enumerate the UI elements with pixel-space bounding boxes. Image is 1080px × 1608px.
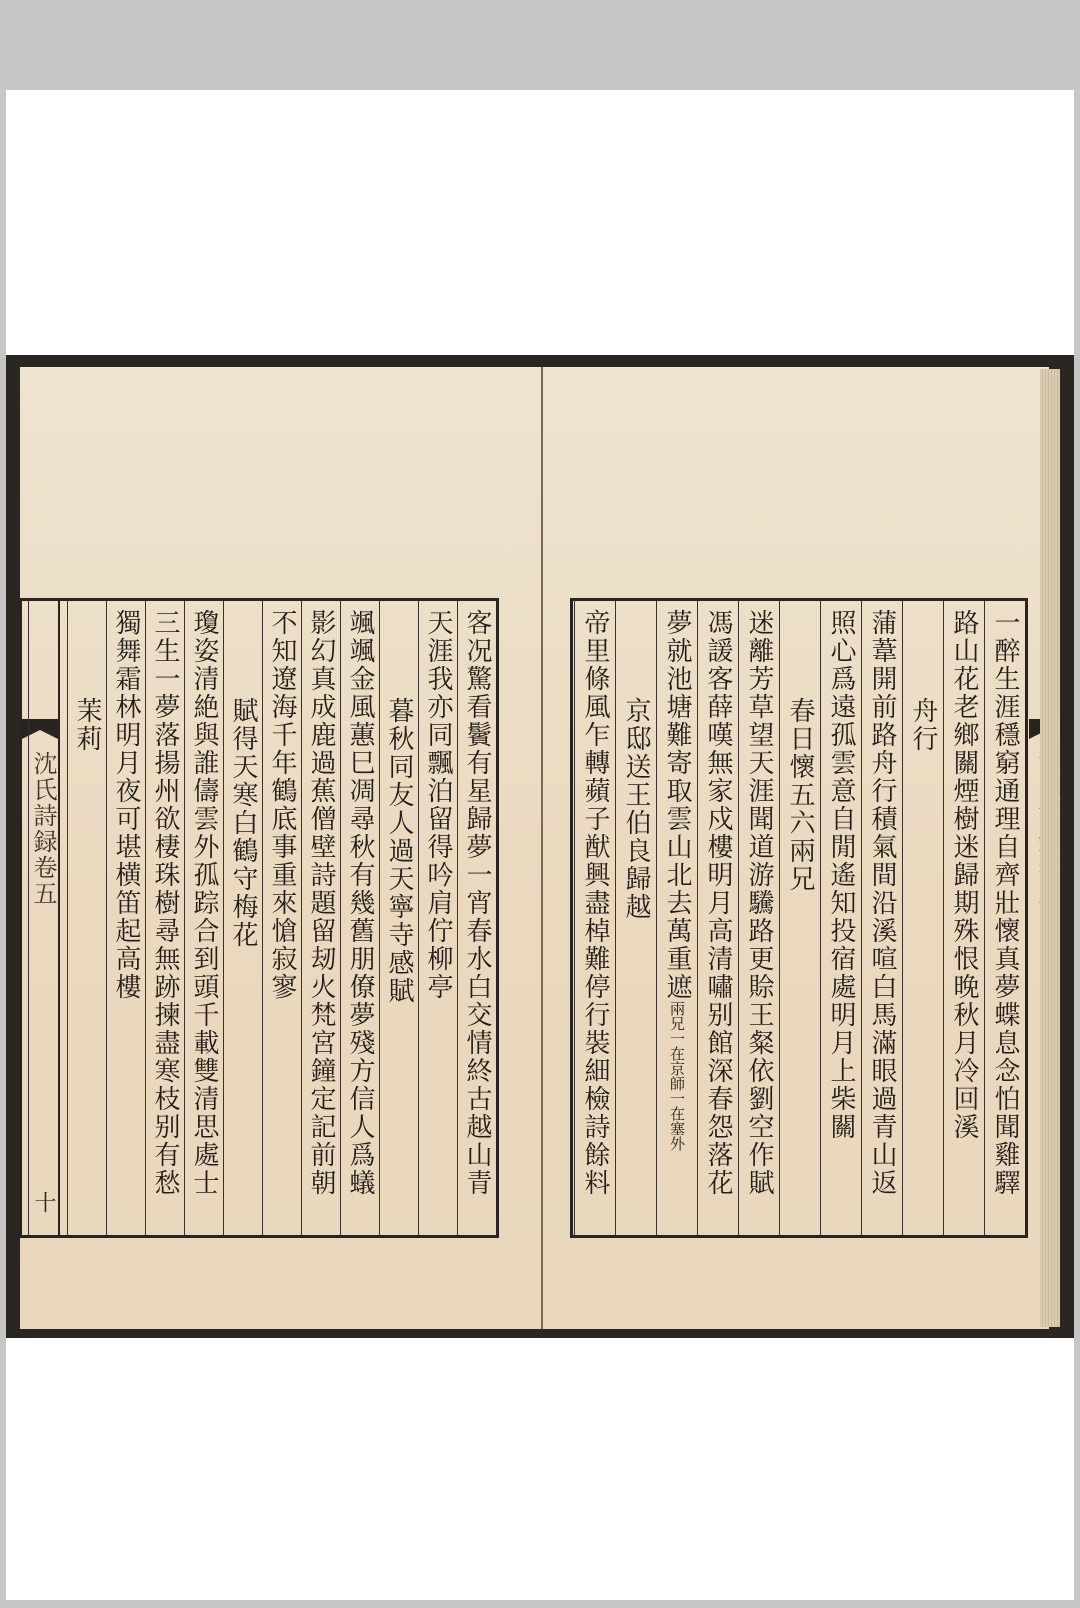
left-column-text: 影幻真成鹿過蕉僧壁詩題留刼火梵宮鐘定記前朝 [306, 609, 336, 1197]
right-column-text: 舟行 [908, 697, 938, 753]
left-column [379, 601, 418, 1235]
left-column [262, 601, 301, 1235]
left-gutter-title: 沈氏詩録卷五 [29, 751, 57, 907]
right-column-text: 照心爲遠孤雲意自閒遙知投宿處明月上柴關 [826, 609, 856, 1141]
left-column-text: 三生一夢落揚州欲棲珠樹尋無跡揀盡寒枝别有愁 [150, 609, 180, 1197]
right-page [543, 367, 1049, 1329]
right-column [820, 601, 861, 1235]
right-column [984, 601, 1025, 1235]
left-column [145, 601, 184, 1235]
left-column [418, 601, 457, 1235]
book-scan [6, 355, 1074, 1338]
left-column [28, 601, 67, 1235]
left-column-text: 不知遼海千年鶴底事重來愴寂寥 [267, 609, 297, 1001]
left-text-block [20, 598, 499, 1238]
right-column [738, 601, 779, 1235]
left-column-text: 暮秋同友人過天寧寺感賦 [384, 697, 414, 1005]
right-column [861, 601, 902, 1235]
right-column-text: 蒲葦開前路舟行積氣間沿溪喧白馬滿眼過青山返 [867, 609, 897, 1197]
right-column [943, 601, 984, 1235]
left-page [20, 367, 543, 1329]
right-text-block [570, 598, 1028, 1238]
left-column-text: 颯颯金風蕙巳凋尋秋有幾舊朋僚夢殘方信人爲蟻 [345, 609, 375, 1197]
right-column-text: 路山花老鄉關煙樹迷歸期殊恨晚秋月冷回溪 [949, 609, 979, 1141]
right-column-text: 一醉生涯穩窮通理自齊壯懷真夢蝶息念怕聞雞驛 [990, 609, 1020, 1197]
left-column [184, 601, 223, 1235]
right-column-text: 京邸送王伯良歸越 [621, 697, 651, 921]
left-column [106, 601, 145, 1235]
right-column [697, 601, 738, 1235]
left-column-text: 天涯我亦同飄泊留得吟肩佇柳亭 [423, 609, 453, 1001]
right-column-text: 帝里條風乍轉蘋子猷興盡棹難停行裝細檢詩餘料 [580, 609, 610, 1197]
right-column [779, 601, 820, 1235]
right-column-text: 夢就池塘難寄取雲山北去萬重遮 [662, 609, 692, 1001]
left-column [457, 601, 496, 1235]
left-column [67, 601, 106, 1235]
right-column [902, 601, 943, 1235]
left-column-text: 賦得天寒白鶴守梅花 [228, 697, 258, 949]
left-column-text: 瓊姿清絶與誰儔雲外孤踪合到頭千載雙清思處士 [189, 609, 219, 1197]
right-column [615, 601, 656, 1235]
right-column [656, 601, 697, 1235]
left-column [340, 601, 379, 1235]
left-column-text: 客况驚看鬢有星歸夢一宵春水白交情終古越山青 [462, 609, 492, 1197]
left-column-text: 獨舞霜林明月夜可堪横笛起高樓 [111, 609, 141, 1001]
left-column [301, 601, 340, 1235]
right-column-text: 迷離芳草望天涯聞道游驣路更賒王粲依劉空作賦 [744, 609, 774, 1197]
annotation-note: 兩兄一在京師一在塞外 [668, 1001, 686, 1151]
page-edges [1040, 369, 1060, 1327]
right-column [574, 601, 615, 1235]
right-column-text: 馮諼客薛嘆無家戍樓明月高清嘯别館深春怨落花 [703, 609, 733, 1197]
left-column [223, 601, 262, 1235]
right-column-text: 春日懷五六兩兄 [785, 697, 815, 893]
left-leaf-number: 十 [31, 1191, 56, 1213]
left-column-text: 茉莉 [72, 697, 102, 753]
